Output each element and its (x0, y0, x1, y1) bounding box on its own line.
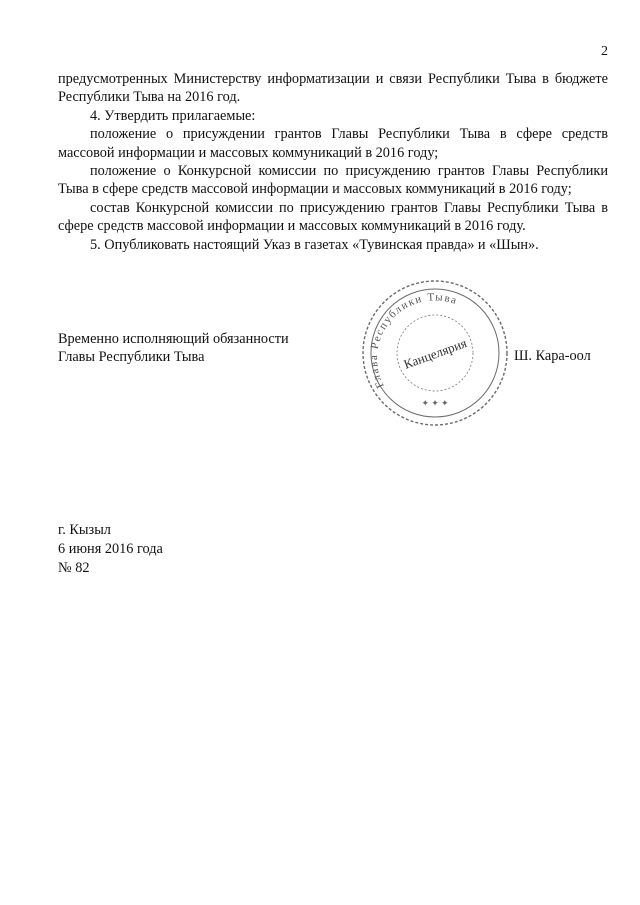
signatory-title-line1: Временно исполняющий обязанности (58, 331, 289, 347)
signatory-title-line2: Главы Республики Тыва (58, 349, 205, 366)
decree-footer (58, 521, 163, 578)
paragraph-item-5: 5. Опубликовать настоящий Указ в газетах «Тувинская правда» и «Шын». (90, 236, 539, 253)
paragraph-grant-regulation: положение о присуждении грантов Главы Республики Тыва в сфере средств массовой информации и массовых коммуникаций в 2016 году; (58, 126, 608, 161)
document-body (58, 70, 608, 254)
signatory-title (58, 330, 289, 367)
page-number: 2 (601, 44, 608, 59)
decree-date: 6 июня 2016 года (58, 541, 163, 557)
paragraph-item-4: 4. Утвердить прилагаемые: (90, 107, 256, 124)
stamp-star-icon: ✦ ✦ ✦ (421, 398, 449, 408)
signatory-name: Ш. Кара-оол (514, 348, 591, 364)
paragraph-commission-composition: состав Конкурсной комиссии по присуждению грантов Главы Республики Тыва в сфере средств массовой информации и массовых коммуникаций в 2016 году. (58, 199, 608, 235)
stamp-outer-text: Глава Республики Тыва (367, 291, 460, 390)
decree-city: г. Кызыл (58, 522, 111, 538)
paragraph-commission-regulation: положение о Конкурсной комиссии по присуждению грантов Главы Республики Тыва в сфере средств массовой информации и массовых коммуникаций в 2016 году; (58, 163, 608, 198)
official-stamp (360, 278, 510, 428)
decree-number: № 82 (58, 560, 90, 576)
stamp-inner-text: Канцелярия (401, 335, 469, 372)
paragraph-continuation: предусмотренных Министерству информатизации и связи Республики Тыва в бюджете Республики Тыва на 2016 год. (58, 71, 608, 106)
